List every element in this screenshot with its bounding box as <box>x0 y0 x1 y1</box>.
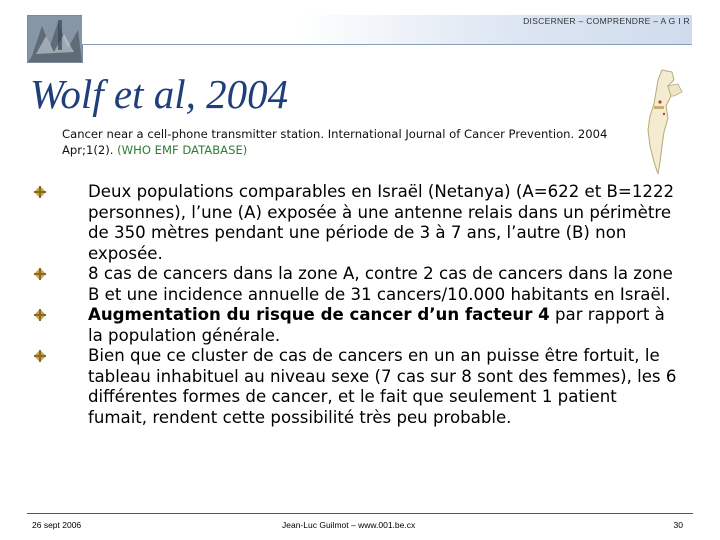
bullet-item <box>30 182 680 264</box>
reference-article-title: Cancer near a cell-phone transmitter station. <box>62 127 325 141</box>
israel-map-image <box>638 66 686 178</box>
footer-date: 26 sept 2006 <box>32 520 82 530</box>
bullet-text: 8 cas de cancers dans la zone A, contre 2 cas de cancers dans la zone B et une incidence annuelle de 31 cancers/10.000 habitants en Israël. <box>88 264 673 304</box>
bullet-marker-icon <box>34 268 46 280</box>
footer-author: Jean-Luc Guilmot – www.001.be.cx <box>282 520 416 530</box>
bullet-text: par rapport à la population générale. <box>88 305 665 345</box>
bullet-text: Deux populations comparables en Israël (Netanya) (A=622 et B=1222 personnes), l’une (A) exposée à une antenne relais dans un périmètre de 350 mètres pendant une période de 3 à 7 ans, l’autre (B) non exposée. <box>88 182 675 263</box>
reference-citation <box>62 126 622 158</box>
slide-title: Wolf et al, 2004 <box>30 71 289 117</box>
header-tagline: DISCERNER – COMPRENDRE – A G I R <box>523 16 690 26</box>
header-divider <box>82 44 692 45</box>
bullet-list <box>30 182 680 428</box>
header-logo-image <box>27 15 83 63</box>
bullet-marker-icon <box>34 309 46 321</box>
bullet-marker-icon <box>34 350 46 362</box>
bullet-item <box>30 305 680 346</box>
footer-divider <box>27 513 693 514</box>
bullet-text: Bien que ce cluster de cas de cancers en un an puisse être fortuit, le tableau inhabituel au niveau sexe (7 cas sur 8 sont des femmes), les 6 différentes formes de cancer, et le fait que seulement 1 patient fumait, rendent cette possibilité très peu probable. <box>88 346 677 427</box>
bullet-item <box>30 346 680 428</box>
reference-journal: International Journal of Cancer Prevention. 2004 Apr;1(2). <box>62 127 608 157</box>
footer-page-number: 30 <box>673 520 683 530</box>
bullet-marker-icon <box>34 186 46 198</box>
bullet-emphasis: Augmentation du risque de cancer d’un facteur 4 <box>88 305 550 324</box>
bullet-item <box>30 264 680 305</box>
reference-source-link[interactable]: (WHO EMF DATABASE) <box>117 143 248 157</box>
